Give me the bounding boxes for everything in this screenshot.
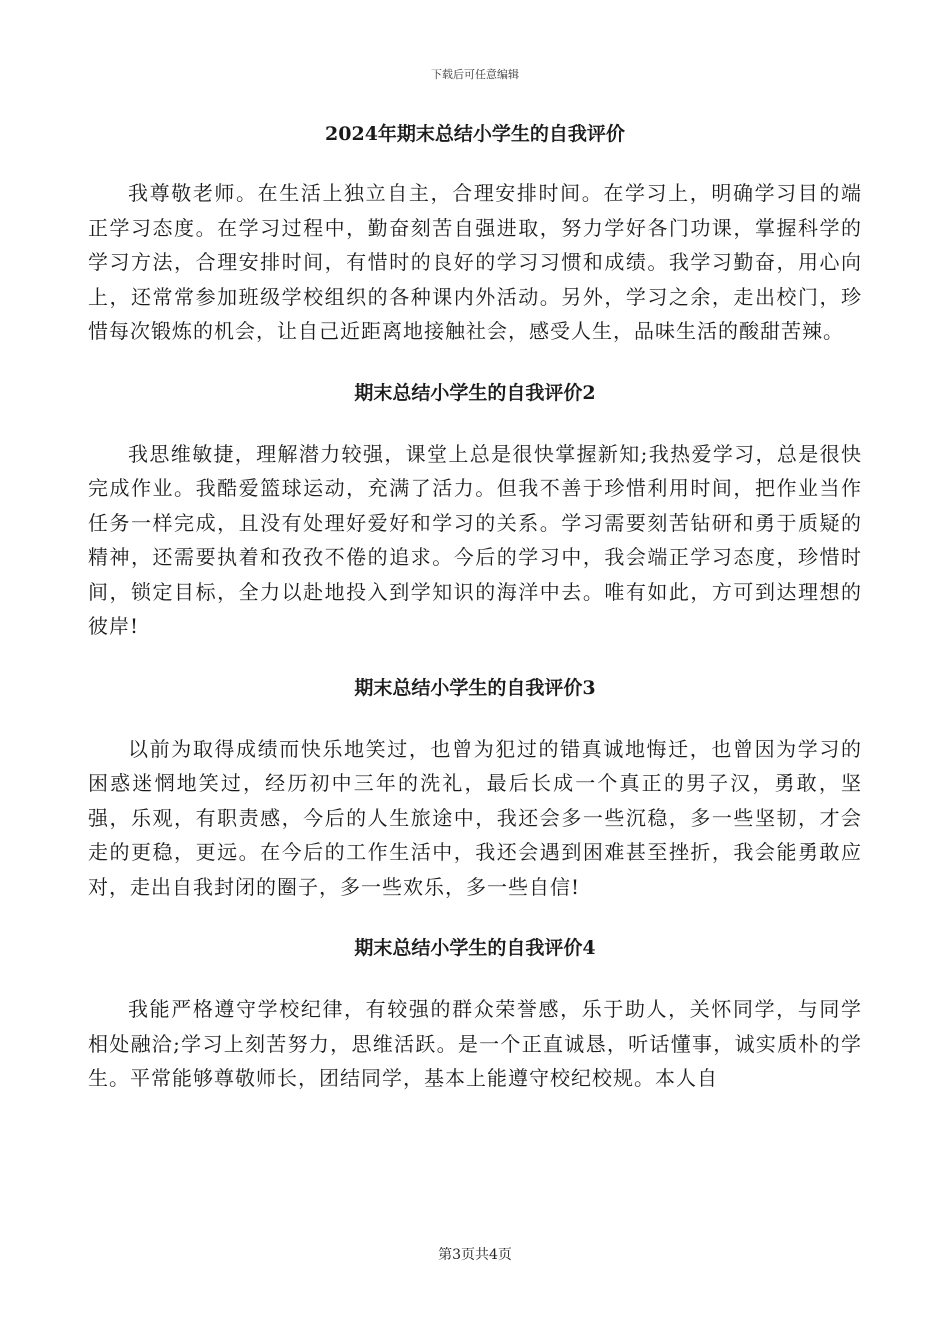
section-title-2: 期末总结小学生的自我评价2 [354, 381, 596, 404]
section-title-1: 2024年期末总结小学生的自我评价 [325, 123, 625, 145]
section-title-3: 期末总结小学生的自我评价3 [354, 676, 596, 699]
document-body [88, 118, 862, 1096]
section-paragraph-4: 我能严格遵守学校纪律，有较强的群众荣誉感，乐于助人，关怀同学，与同学相处融洽;学习上刻苦努力，思维活跃。是一个正直诚恳，听话懂事，诚实质朴的学生。平常能够尊敬师长，团结同学，基本上能遵守校纪校规。本人自 [88, 997, 862, 1090]
page-header-note: 下载后可任意编辑 [431, 68, 519, 81]
section-paragraph-3: 以前为取得成绩而快乐地笑过，也曾为犯过的错真诚地悔迁，也曾因为学习的困惑迷惘地笑过，经历初中三年的洗礼，最后长成一个真正的男子汉，勇敢，坚强，乐观，有职责感，今后的人生旅途中，我还会多一些沉稳，多一些坚韧，才会走的更稳，更远。在今后的工作生活中，我还会遇到困难甚至挫折，我会能勇敢应对，走出自我封闭的圈子，多一些欢乐，多一些自信! [88, 736, 862, 899]
section-paragraph-1: 我尊敬老师。在生活上独立自主，合理安排时间。在学习上，明确学习目的端正学习态度。在学习过程中，勤奋刻苦自强进取，努力学好各门功课，掌握科学的学习方法，合理安排时间，有惜时的良好的学习习惯和成绩。我学习勤奋，用心向上，还常常参加班级学校组织的各种课内外活动。另外，学习之余，走出校门，珍惜每次锻炼的机会，让自己近距离地接触社会，感受人生，品味生活的酸甜苦辣。 [88, 181, 862, 343]
section-title-4: 期末总结小学生的自我评价4 [354, 937, 596, 959]
section-paragraph-2: 我思维敏捷，理解潜力较强，课堂上总是很快掌握新知;我热爱学习，总是很快完成作业。我酷爱篮球运动，充满了活力。但我不善于珍惜利用时间，把作业当作任务一样完成，且没有处理好爱好和学习的关系。学习需要刻苦钻研和勇于质疑的精神，还需要执着和孜孜不倦的追求。今后的学习中，我会端正学习态度，珍惜时间，锁定目标，全力以赴地投入到学知识的海洋中去。唯有如此，方可到达理想的彼岸! [88, 441, 862, 638]
page-number-footer: 第3页共4页 [438, 1247, 512, 1263]
